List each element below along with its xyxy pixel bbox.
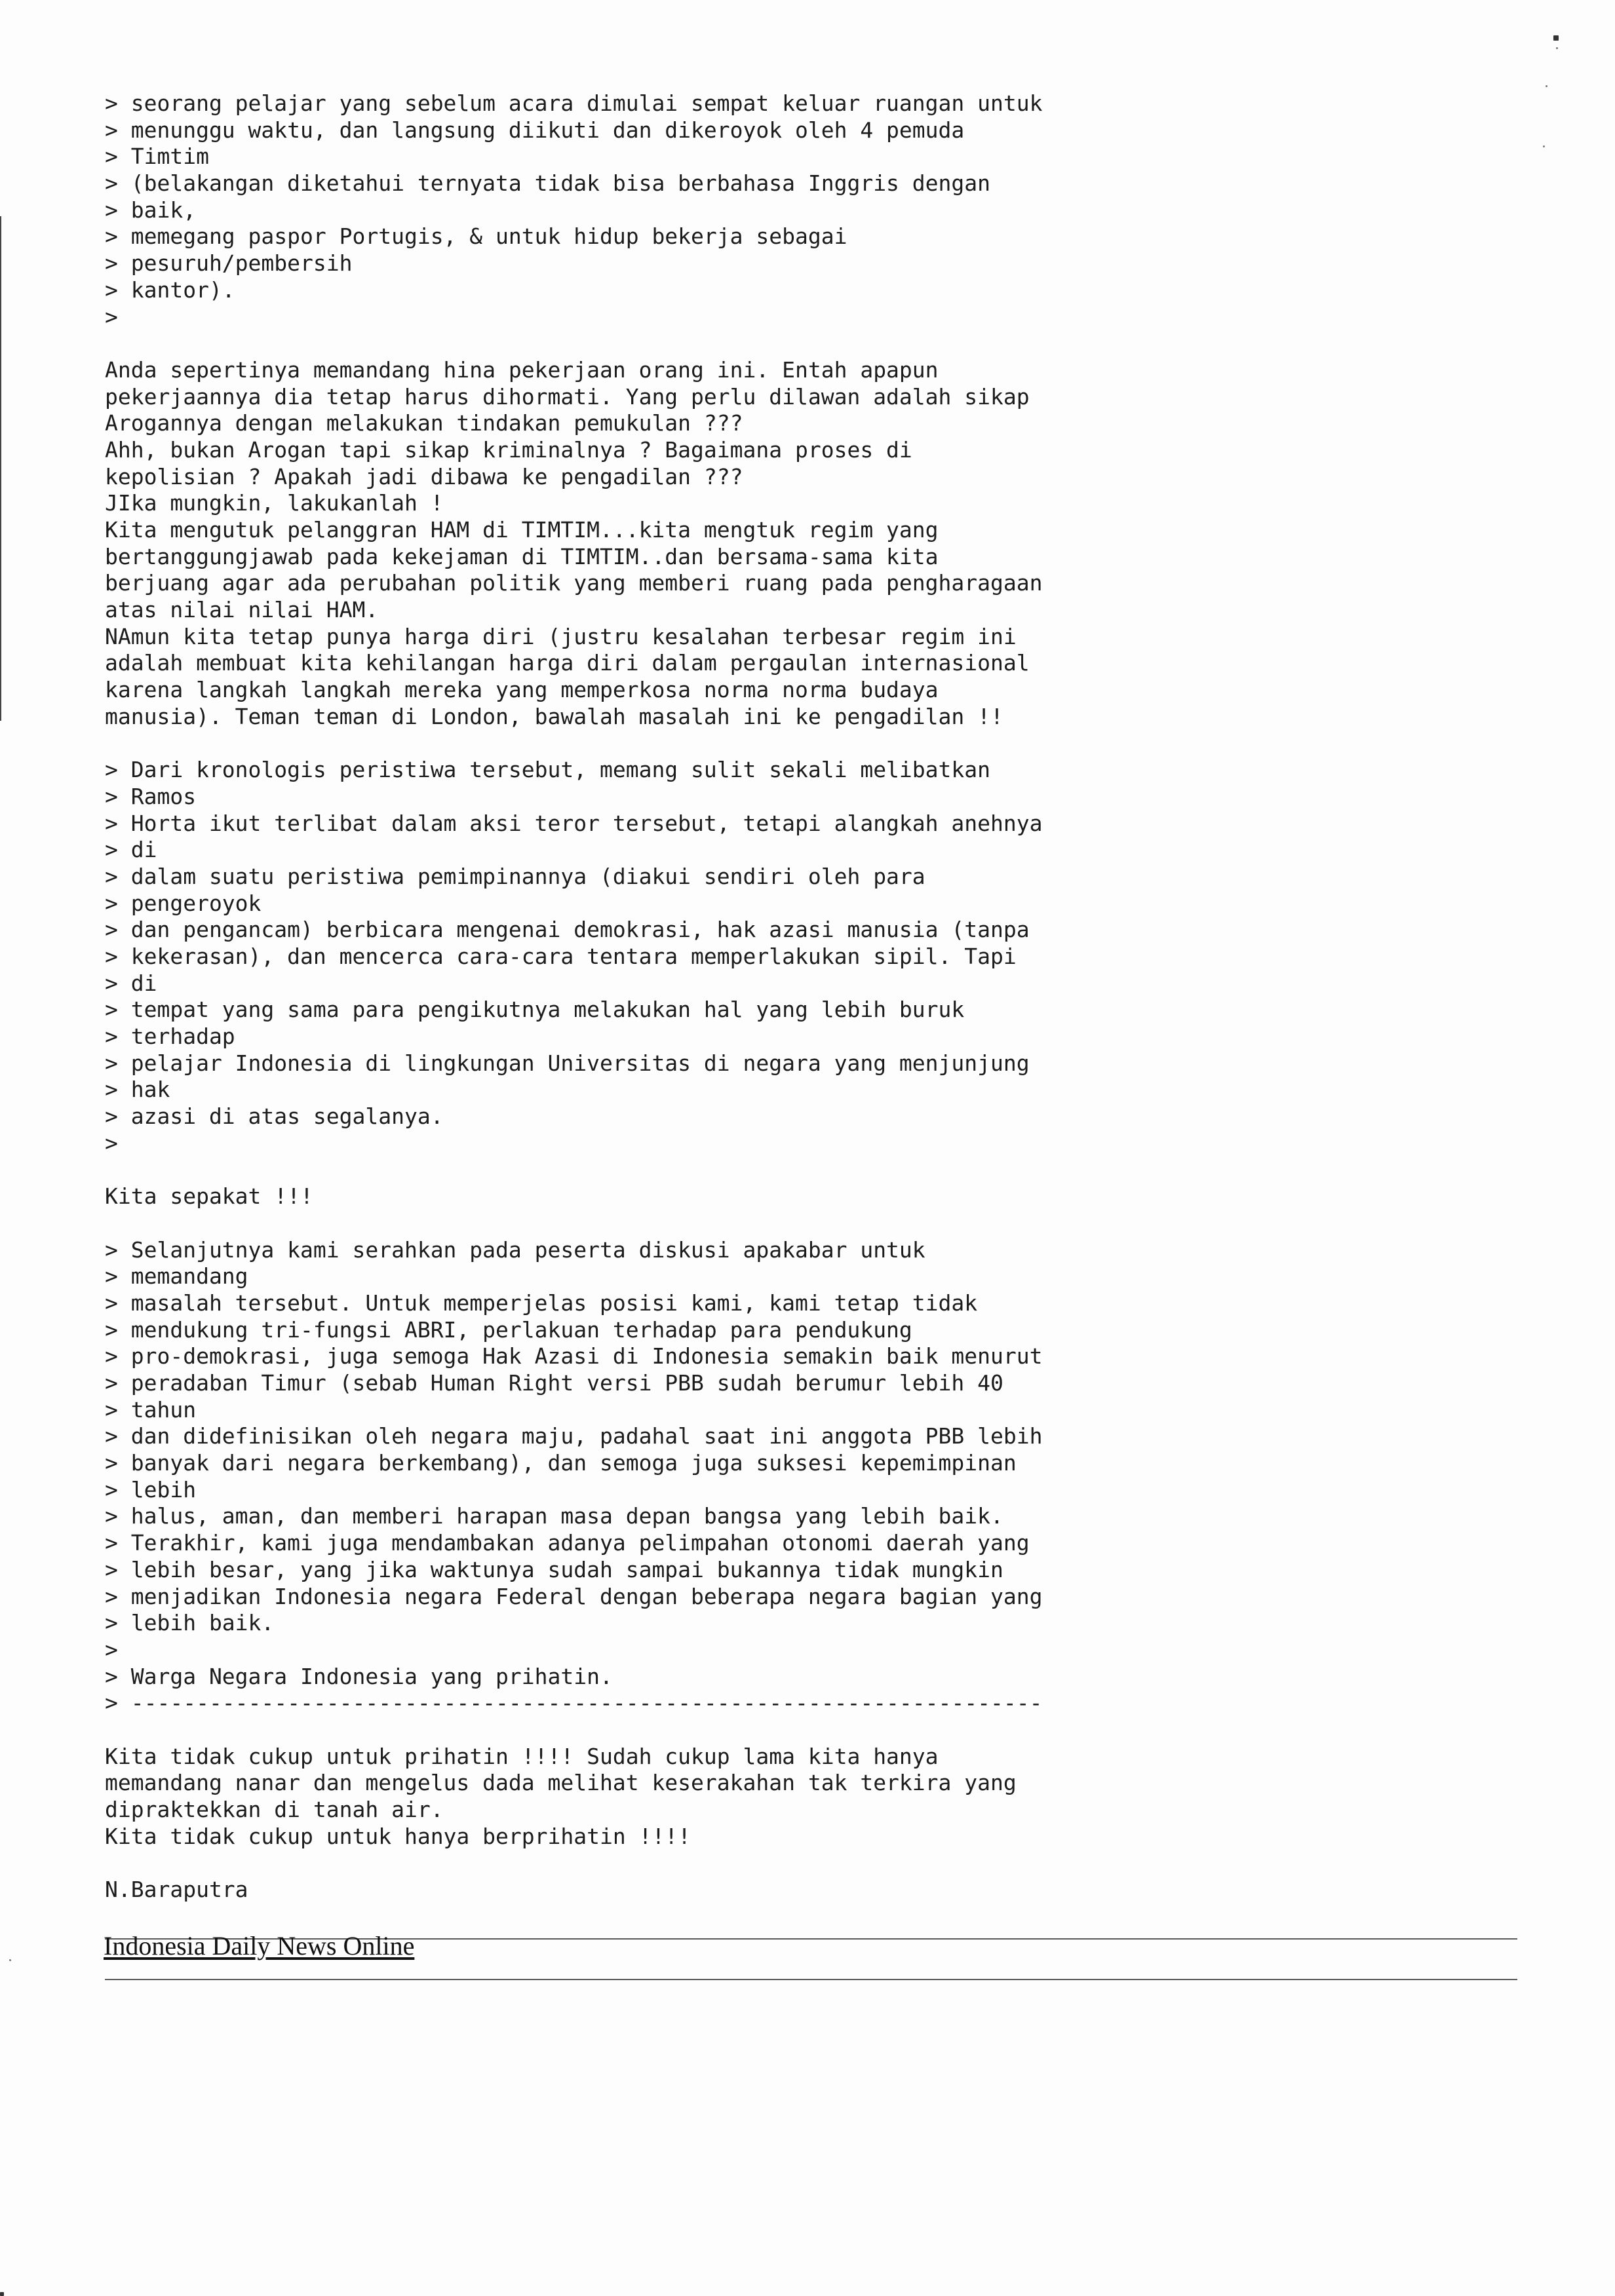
text-line: > dan didefinisikan oleh negara maju, padahal saat ini anggota PBB lebih [105,1423,1043,1449]
text-line: > Horta ikut terlibat dalam aksi teror tersebut, tetapi alangkah anehnya [105,810,1043,836]
bottom-left-scan-mark [0,2292,4,2296]
text-line: > menunggu waktu, dan langsung diikuti dan dikeroyok oleh 4 pemuda [105,117,965,143]
text-line: > memandang [105,1263,248,1290]
text-line: Arogannya dengan melakukan tindakan pemukulan ??? [105,410,743,436]
blank-line [105,1850,1468,1877]
scan-speck [1556,47,1558,49]
text-line: > pengeroyok [105,890,262,916]
text-line: karena langkah langkah mereka yang memperkosa norma norma budaya [105,677,939,703]
text-line: > memegang paspor Portugis, & untuk hidup bekerja sebagai [105,223,847,250]
text-line: > Timtim [105,144,209,170]
text-line: adalah membuat kita kehilangan harga diri dalam pergaulan internasional [105,650,1030,676]
email-body-text [105,90,1468,1904]
text-line: kepolisian ? Apakah jadi dibawa ke pengadilan ??? [105,463,743,489]
text-line: > [105,1130,118,1156]
text-line: pekerjaannya dia tetap harus dihormati. Yang perlu dilawan adalah sikap [105,383,1030,410]
text-line: > pelajar Indonesia di lingkungan Universitas di negara yang menjunjung [105,1050,1030,1076]
text-line: > dan pengancam) berbicara mengenai demokrasi, hak azasi manusia (tanpa [105,917,1030,943]
text-line: Kita tidak cukup untuk hanya berprihatin !!!! [105,1823,691,1849]
top-right-scan-mark [1553,35,1559,41]
text-line: > pesuruh/pembersih [105,250,353,277]
text-line: N.Baraputra [105,1877,248,1903]
text-line: > [105,1636,118,1662]
text-line: Anda sepertinya memandang hina pekerjaan orang ini. Entah apapun [105,356,939,383]
text-line: Ahh, bukan Arogan tapi sikap kriminalnya ? Bagaimana proses di [105,436,912,463]
text-line: dipraktekkan di tanah air. [105,1797,444,1822]
text-line: > tempat yang sama para pengikutnya melakukan hal yang lebih buruk [105,997,965,1023]
text-line: manusia). Teman teman di London, bawalah masalah ini ke pengadilan !! [105,703,1003,729]
text-line: > seorang pelajar yang sebelum acara dimulai sempat keluar ruangan untuk [105,90,1043,116]
text-line: > di [105,970,157,996]
text-line: > menjadikan Indonesia negara Federal dengan beberapa negara bagian yang [105,1583,1043,1609]
text-line: > lebih [105,1476,197,1502]
text-line: > baik, [105,197,197,223]
scan-speck [1543,145,1545,147]
text-line: > hak [105,1077,170,1103]
text-line: > (belakangan diketahui ternyata tidak bisa berbahasa Inggris dengan [105,170,991,197]
text-line: NAmun kita tetap punya harga diri (justru kesalahan terbesar regim ini [105,623,1017,649]
text-line: memandang nanar dan mengelus dada melihat keserakahan tak terkira yang [105,1770,1017,1796]
blank-line [105,1717,1468,1744]
text-line: > kantor). [105,277,235,303]
text-line: > lebih besar, yang jika waktunya sudah sampai bukannya tidak mungkin [105,1556,1003,1582]
text-line: > [105,303,118,330]
text-line: > peradaban Timur (sebab Human Right versi PBB sudah berumur lebih 40 [105,1370,1003,1396]
blank-line [105,1157,1468,1184]
text-line: bertanggungjawab pada kekejaman di TIMTIM..dan bersama-sama kita [105,543,939,569]
text-line: > pro-demokrasi, juga semoga Hak Azasi di Indonesia semakin baik menurut [105,1343,1043,1369]
text-line: > lebih baik. [105,1610,275,1636]
text-line: > Dari kronologis peristiwa tersebut, memang sulit sekali melibatkan [105,757,991,783]
text-line: > ---------------------------------------------------------------------- [105,1690,1043,1716]
text-line: Kita sepakat !!! [105,1183,313,1210]
text-line: atas nilai nilai HAM. [105,597,379,623]
blank-line [105,330,1468,357]
scan-speck [1546,85,1547,87]
text-line: > Ramos [105,783,197,809]
text-line: > kekerasan), dan mencerca cara-cara tentara memperlakukan sipil. Tapi [105,944,1017,969]
text-line: Kita tidak cukup untuk prihatin !!!! Sudah cukup lama kita hanya [105,1743,939,1769]
text-line: > Selanjutnya kami serahkan pada peserta diskusi apakabar untuk [105,1236,925,1263]
blank-line [105,1210,1468,1237]
text-line: > mendukung tri-fungsi ABRI, perlakuan terhadap para pendukung [105,1316,912,1343]
text-line: > dalam suatu peristiwa pemimpinannya (diakui sendiri oleh para [105,863,925,889]
text-line: > di [105,837,157,863]
text-line: JIka mungkin, lakukanlah ! [105,490,444,516]
left-margin-scan-bar [0,216,1,721]
footer-rule-bottom [105,1979,1517,1980]
text-line: > Terakhir, kami juga mendambakan adanya pelimpahan otonomi daerah yang [105,1530,1030,1556]
scan-speck [9,1959,11,1961]
text-line: > tahun [105,1396,197,1423]
text-line: Kita mengutuk pelanggran HAM di TIMTIM...kita mengtuk regim yang [105,517,939,543]
text-line: > azasi di atas segalanya. [105,1103,444,1130]
footer-publication-title: Indonesia Daily News Online [104,1931,415,1961]
text-line: > halus, aman, dan memberi harapan masa depan bangsa yang lebih baik. [105,1503,1003,1529]
text-line: > masalah tersebut. Untuk memperjelas posisi kami, kami tetap tidak [105,1290,978,1316]
blank-line [105,731,1468,757]
text-line: berjuang agar ada perubahan politik yang memberi ruang pada pengharagaan [105,570,1043,596]
text-line: > Warga Negara Indonesia yang prihatin. [105,1663,613,1689]
text-line: > terhadap [105,1024,235,1050]
text-line: > banyak dari negara berkembang), dan semoga juga suksesi kepemimpinan [105,1450,1017,1476]
